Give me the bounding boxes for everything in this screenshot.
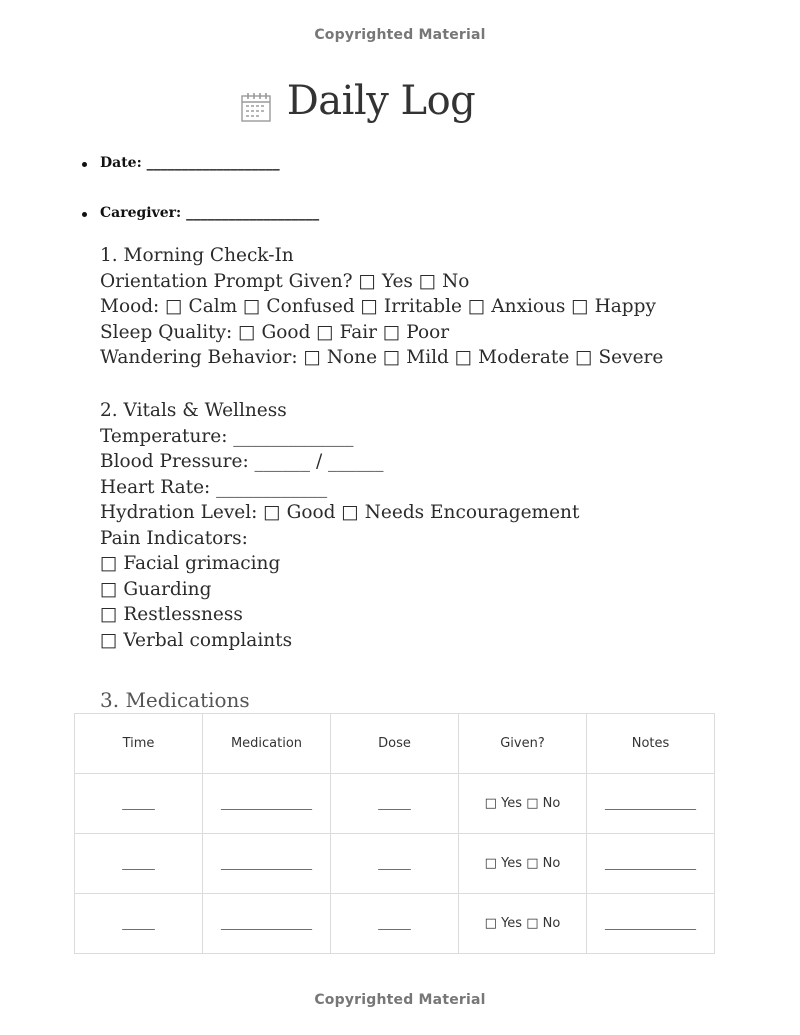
column-header-dose: Dose bbox=[331, 714, 459, 774]
notes-cell[interactable]: ______________ bbox=[587, 774, 715, 834]
dose-cell[interactable]: _____ bbox=[331, 894, 459, 954]
orientation-prompt-line[interactable]: Orientation Prompt Given? □ Yes □ No bbox=[100, 270, 470, 292]
given-cell[interactable]: □ Yes □ No bbox=[459, 894, 587, 954]
pain-checkbox-verbal-complaints[interactable]: □ Verbal complaints bbox=[100, 629, 293, 651]
blood-pressure-field[interactable]: Blood Pressure: ______ / ______ bbox=[100, 451, 384, 472]
vitals-wellness-section bbox=[100, 398, 579, 653]
title-row bbox=[0, 78, 800, 124]
medication-cell[interactable]: ______________ bbox=[203, 774, 331, 834]
caregiver-field-label: Caregiver: ___________________ bbox=[100, 205, 320, 221]
mood-line[interactable]: Mood: □ Calm □ Confused □ Irritable □ Anxious □ Happy bbox=[100, 296, 656, 317]
time-cell[interactable]: _____ bbox=[75, 774, 203, 834]
table-row bbox=[75, 894, 715, 954]
pain-checkbox-facial-grimacing[interactable]: □ Facial grimacing bbox=[100, 553, 281, 574]
date-field-label: Date: ___________________ bbox=[100, 155, 280, 171]
medications-table bbox=[74, 713, 715, 954]
wandering-behavior-line[interactable]: Wandering Behavior: □ None □ Mild □ Moderate □ Severe bbox=[100, 347, 664, 368]
notes-cell[interactable]: ______________ bbox=[587, 834, 715, 894]
time-cell[interactable]: _____ bbox=[75, 834, 203, 894]
medication-cell[interactable]: ______________ bbox=[203, 894, 331, 954]
column-header-medication: Medication bbox=[203, 714, 331, 774]
caregiver-field[interactable] bbox=[82, 205, 319, 227]
morning-check-in-section bbox=[100, 243, 663, 371]
medications-heading: 3. Medications bbox=[100, 688, 250, 712]
temperature-field[interactable]: Temperature: _____________ bbox=[100, 425, 354, 447]
pain-checkbox-guarding[interactable]: □ Guarding bbox=[100, 578, 212, 600]
copyright-header: Copyrighted Material bbox=[314, 27, 486, 43]
bullet-dot bbox=[82, 162, 87, 167]
section-heading: 1. Morning Check-In bbox=[100, 245, 294, 266]
column-header-given: Given? bbox=[459, 714, 587, 774]
notes-cell[interactable]: ______________ bbox=[587, 894, 715, 954]
section-heading: 2. Vitals & Wellness bbox=[100, 400, 287, 421]
bullet-dot bbox=[82, 212, 87, 217]
given-cell[interactable]: □ Yes □ No bbox=[459, 834, 587, 894]
table-row bbox=[75, 834, 715, 894]
page-title: Daily Log bbox=[286, 78, 476, 124]
sleep-quality-line[interactable]: Sleep Quality: □ Good □ Fair □ Poor bbox=[100, 321, 450, 343]
date-field[interactable] bbox=[82, 155, 319, 177]
table-row bbox=[75, 774, 715, 834]
dose-cell[interactable]: _____ bbox=[331, 774, 459, 834]
calendar-icon bbox=[239, 90, 273, 124]
column-header-notes: Notes bbox=[587, 714, 715, 774]
time-cell[interactable]: _____ bbox=[75, 894, 203, 954]
heart-rate-field[interactable]: Heart Rate: ____________ bbox=[100, 476, 328, 498]
pain-indicators-label: Pain Indicators: bbox=[100, 527, 248, 549]
copyright-footer: Copyrighted Material bbox=[314, 992, 486, 1008]
table-header-row bbox=[75, 714, 715, 774]
given-cell[interactable]: □ Yes □ No bbox=[459, 774, 587, 834]
pain-checkbox-restlessness[interactable]: □ Restlessness bbox=[100, 604, 243, 625]
column-header-time: Time bbox=[75, 714, 203, 774]
dose-cell[interactable]: _____ bbox=[331, 834, 459, 894]
medication-cell[interactable]: ______________ bbox=[203, 834, 331, 894]
hydration-level-line[interactable]: Hydration Level: □ Good □ Needs Encouragement bbox=[100, 502, 580, 523]
header-fields bbox=[82, 155, 319, 227]
